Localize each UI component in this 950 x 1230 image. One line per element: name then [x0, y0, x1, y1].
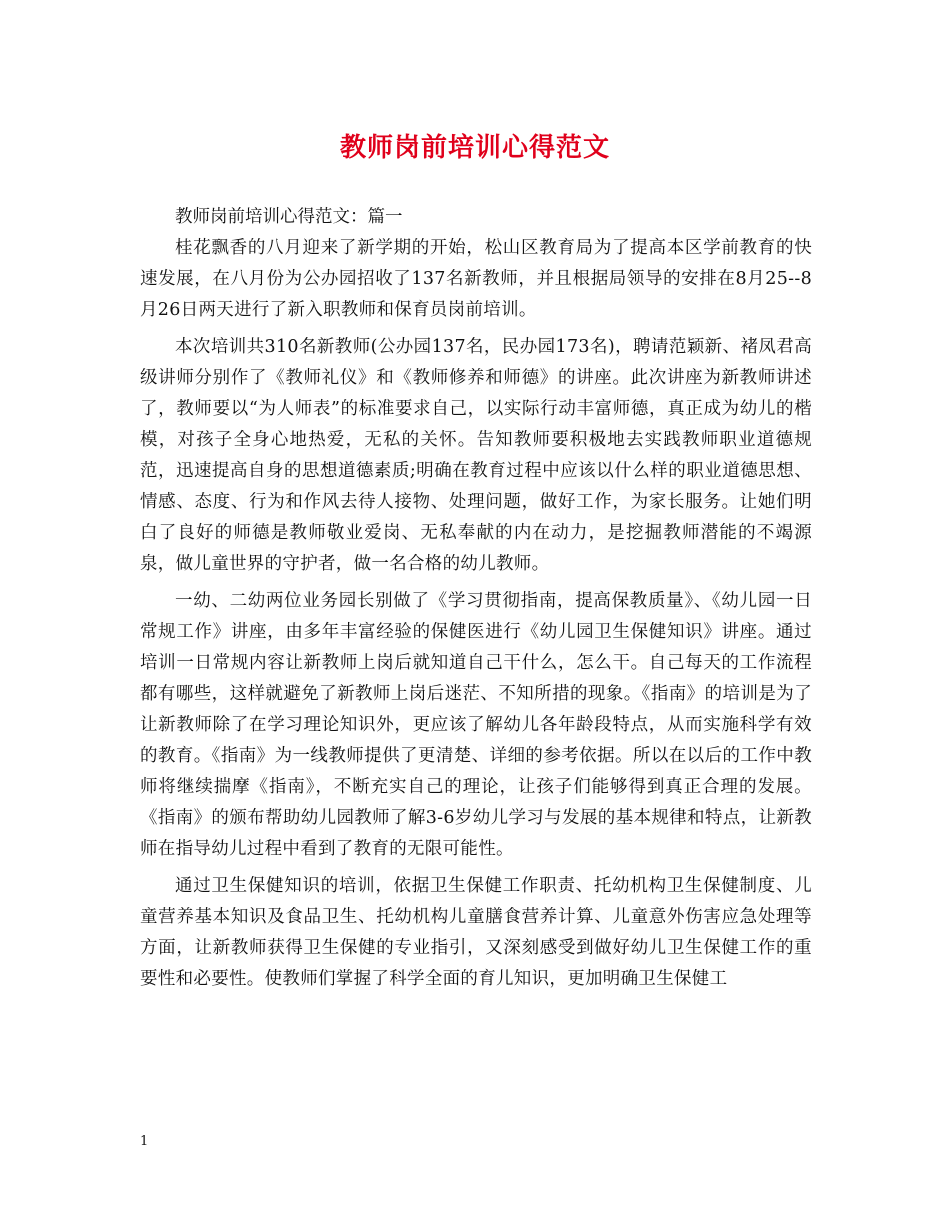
document-title: 教师岗前培训心得范文: [339, 133, 610, 163]
paragraph-4: 通过卫生保健知识的培训，依据卫生保健工作职责、托幼机构卫生保健制度、儿童营养基本知识及食品卫生、托幼机构儿童膳食营养计算、儿童意外伤害应急处理等方面，让新教师获得卫生保健的专业指引，又深刻感受到做好幼儿卫生保健工作的重要性和必要性。使教师们掌握了科学全面的育儿知识，更加明确卫生保健工: [140, 876, 812, 989]
paragraph-3: 一幼、二幼两位业务园长别做了《学习贯彻指南，提高保教质量》、《幼儿园一日常规工作》讲座，由多年丰富经验的保健医进行《幼儿园卫生保健知识》讲座。通过培训一日常规内容让新教师上岗后就知道自己干什么，怎么干。自己每天的工作流程都有哪些，这样就避免了新教师上岗后迷茫、不知所措的现象。《指南》的培训是为了让新教师除了在学习理论知识外，更应该了解幼儿各年龄段特点，从而实施科学有效的教育。《指南》为一线教师提供了更清楚、详细的参考依据。所以在以后的工作中教师将继续揣摩《指南》，不断充实自己的理论，让孩子们能够得到真正合理的发展。《指南》的颁布帮助幼儿园教师了解3-6岁幼儿学习与发展的基本规律和特点，让新教师在指导幼儿过程中看到了教育的无限可能性。: [140, 591, 812, 859]
document-body: [140, 202, 812, 995]
page-number: 1: [140, 1134, 149, 1149]
paragraph-1: 桂花飘香的八月迎来了新学期的开始，松山区教育局为了提高本区学前教育的快速发展，在八月份为公办园招收了137名新教师，并且根据局领导的安排在8月25--8月26日两天进行了新入职教师和保育员岗前培训。: [140, 238, 812, 320]
section-heading: 教师岗前培训心得范文：篇一: [175, 207, 403, 227]
paragraph-2: 本次培训共310名新教师(公办园137名，民办园173名)，聘请范颖新、褚凤君高级讲师分别作了《教师礼仪》和《教师修养和师德》的讲座。此次讲座为新教师讲述了，教师要以“为人师表”的标准要求自己，以实际行动丰富师德，真正成为幼儿的楷模，对孩子全身心地热爱，无私的关怀。告知教师要积极地去实践教师职业道德规范，迅速提高自身的思想道德素质;明确在教育过程中应该以什么样的职业道德思想、情感、态度、行为和作风去待人接物、处理问题，做好工作，为家长服务。让她们明白了良好的师德是教师敬业爱岗、无私奉献的内在动力，是挖掘教师潜能的不竭源泉，做儿童世界的守护者，做一名合格的幼儿教师。: [140, 337, 812, 574]
